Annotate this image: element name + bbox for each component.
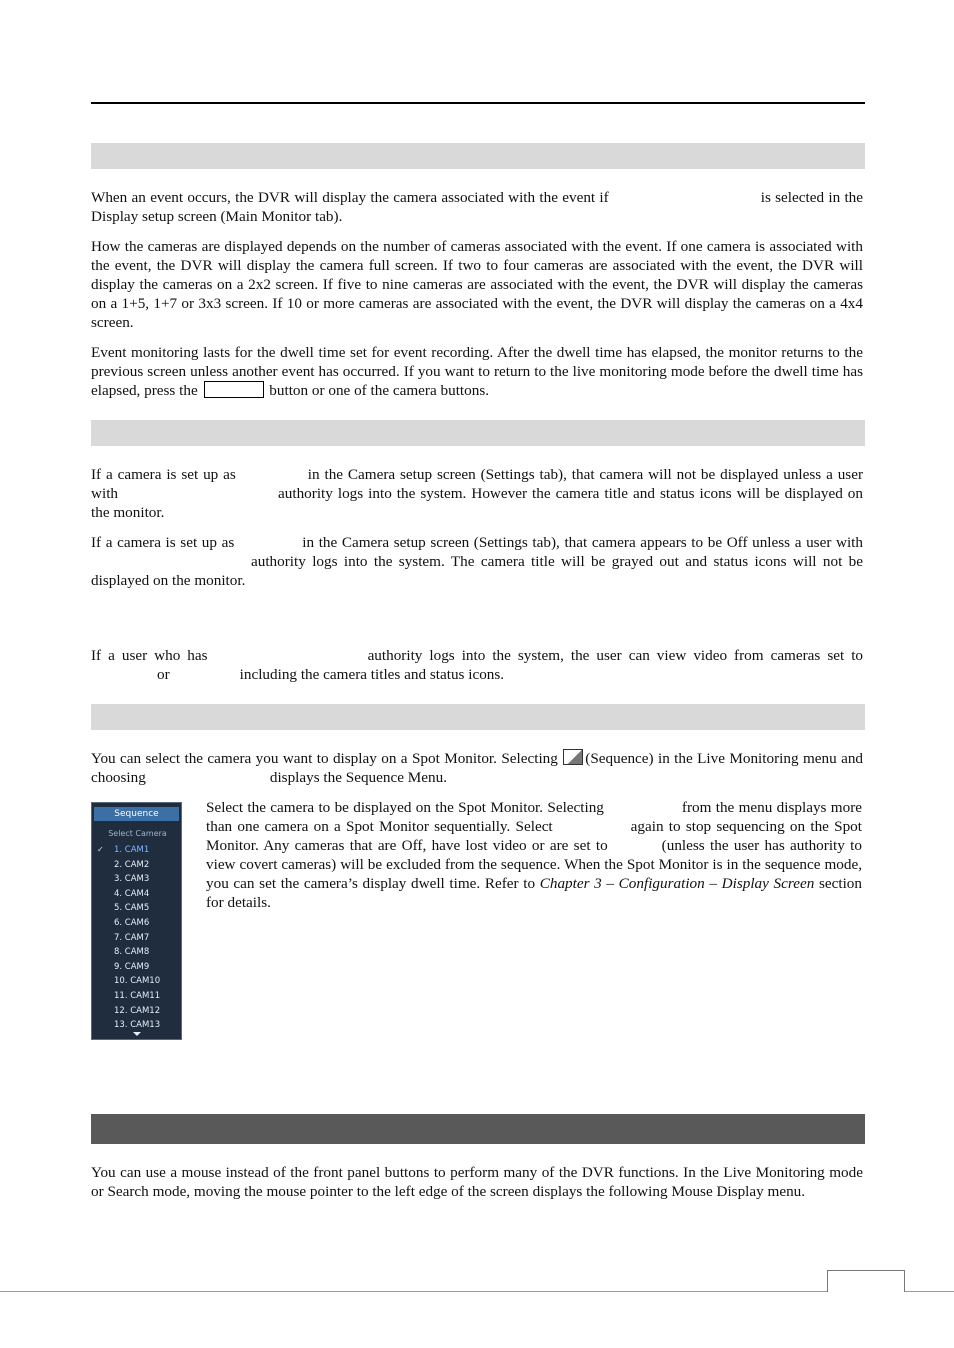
paragraph-spot-intro: You can select the camera you want to display on a Spot Monitor. Selecting (Sequence) in the Live Monitoring menu and choosing displays the Sequence Menu.	[91, 750, 864, 786]
sequence-menu	[91, 802, 182, 1040]
section-band-covert-camera	[91, 420, 865, 446]
paragraph-event-intro: When an event occurs, the DVR will display the camera associated with the event if is selected in the Display setup screen (Main Monitor tab).	[91, 189, 864, 225]
list-item[interactable]: 6. CAM6	[114, 917, 150, 928]
list-item[interactable]: 9. CAM9	[114, 961, 150, 972]
list-item[interactable]: 7. CAM7	[114, 932, 150, 943]
sequence-icon	[563, 749, 583, 765]
sequence-menu-title: Sequence	[94, 807, 179, 821]
header-rule	[91, 102, 865, 104]
paragraph-covert-3: If a user who has authority logs into the system, the user can view video from cameras set to or including the camera titles and status icons.	[91, 647, 864, 683]
list-item[interactable]: 4. CAM4	[114, 888, 150, 899]
list-item[interactable]: 12. CAM12	[114, 1005, 161, 1016]
paragraph-event-dwell: Event monitoring lasts for the dwell time set for event recording. After the dwell time has elapsed, the monitor returns to the previous screen unless another event has occurred. If you want to return to the live monitoring mode before the dwell time has elapsed, press the button or one of the camera buttons.	[91, 344, 863, 399]
section-band-event-monitoring	[91, 143, 865, 169]
footer-rule	[0, 1291, 954, 1292]
list-item[interactable]: 11. CAM11	[114, 990, 161, 1001]
paragraph-mouse-intro: You can use a mouse instead of the front panel buttons to perform many of the DVR functions. In the Live Monitoring mode or Search mode, moving the mouse pointer to the left edge of the screen displays the following Mouse Display menu.	[91, 1164, 863, 1200]
paragraph-event-display: How the cameras are displayed depends on the number of cameras associated with the event. If one camera is associated with the event, the DVR will display the camera full screen. If two to four cameras are associated with the event, the DVR will display the cameras on a 2x2 screen. If five to nine cameras are associated with the event, the DVR will display the cameras on a 1+5, 1+7 or 3x3 screen. If 10 or more cameras are associated with the event, the DVR will display the cameras on a 4x4 screen.	[91, 238, 863, 331]
sequence-menu-subtitle: Select Camera	[108, 829, 167, 838]
check-icon: ✓	[97, 845, 104, 854]
scroll-down-icon[interactable]	[133, 1032, 141, 1036]
paragraph-covert-1: If a camera is set up as in the Camera setup screen (Settings tab), that camera will not be displayed unless a user with authority logs into the system. However the camera title and status icons will be displayed on the monitor.	[91, 466, 863, 521]
paragraph-spot-sequence: Select the camera to be displayed on the Spot Monitor. Selecting from the menu displays more than one camera on a Spot Monitor sequentially. Select again to stop sequencing on the Spot Monitor. Any cameras that are Off, have lost video or are set to (unless the user has authority to view covert cameras) will be excluded from the sequence. When the Spot Monitor is in the sequence mode, you can set the camera’s display dwell time. Refer to Chapter 3 – Configuration – Display Screen section for details.	[206, 799, 862, 911]
list-item[interactable]: 8. CAM8	[114, 947, 150, 958]
list-item[interactable]: 3. CAM3	[114, 874, 150, 885]
list-item[interactable]: 10. CAM10	[114, 976, 161, 987]
list-item[interactable]: 2. CAM2	[114, 859, 150, 870]
section-band-spot-monitoring	[91, 704, 865, 730]
button-key-box	[204, 381, 264, 398]
list-item[interactable]: ✓ 1. CAM1	[92, 843, 183, 858]
paragraph-covert-2: If a camera is set up as in the Camera setup screen (Settings tab), that camera appears to be Off unless a user withauthority logs into the system. The camera title will be grayed out and status icons will not be displayed on the monitor.	[91, 534, 863, 589]
section-band-mouse-display	[91, 1114, 865, 1144]
sequence-camera-list	[92, 843, 183, 1033]
list-item[interactable]: 13. CAM13	[114, 1020, 161, 1031]
page-number-tab	[827, 1270, 905, 1292]
list-item[interactable]: 5. CAM5	[114, 903, 150, 914]
